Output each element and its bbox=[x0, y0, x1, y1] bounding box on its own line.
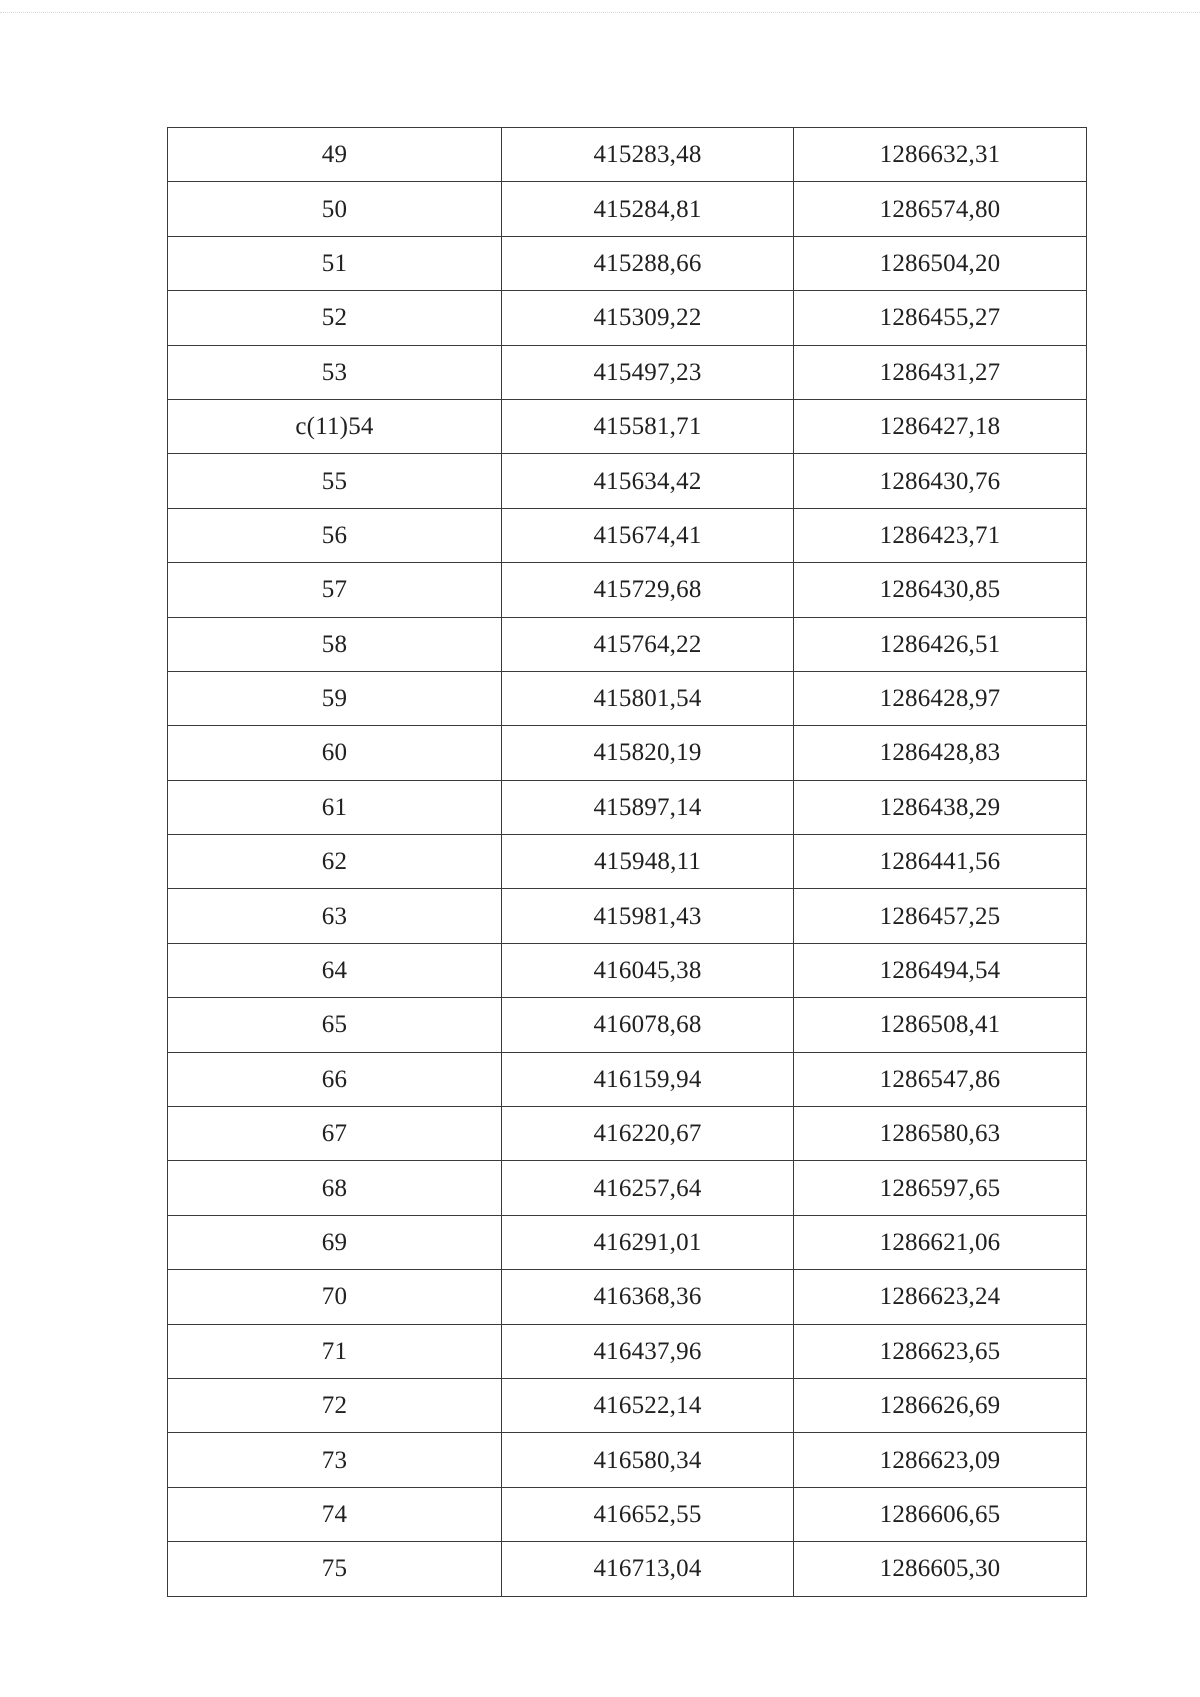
point-number-cell: 64 bbox=[168, 943, 502, 997]
table-row bbox=[168, 943, 1087, 997]
x-coordinate-cell: 415288,66 bbox=[502, 236, 794, 290]
y-coordinate-cell: 1286626,69 bbox=[794, 1378, 1087, 1432]
point-number-cell: 75 bbox=[168, 1542, 502, 1596]
table-row bbox=[168, 345, 1087, 399]
table-row bbox=[168, 1433, 1087, 1487]
table-row bbox=[168, 889, 1087, 943]
x-coordinate-cell: 416713,04 bbox=[502, 1542, 794, 1596]
x-coordinate-cell: 415764,22 bbox=[502, 617, 794, 671]
table-row bbox=[168, 236, 1087, 290]
table-row bbox=[168, 1215, 1087, 1269]
point-number-cell: 65 bbox=[168, 998, 502, 1052]
y-coordinate-cell: 1286504,20 bbox=[794, 236, 1087, 290]
x-coordinate-cell: 415284,81 bbox=[502, 182, 794, 236]
x-coordinate-cell: 415674,41 bbox=[502, 508, 794, 562]
point-number-cell: 49 bbox=[168, 128, 502, 182]
point-number-cell: 73 bbox=[168, 1433, 502, 1487]
y-coordinate-cell: 1286430,85 bbox=[794, 563, 1087, 617]
x-coordinate-cell: 416220,67 bbox=[502, 1107, 794, 1161]
y-coordinate-cell: 1286428,83 bbox=[794, 726, 1087, 780]
y-coordinate-cell: 1286623,65 bbox=[794, 1324, 1087, 1378]
x-coordinate-cell: 415729,68 bbox=[502, 563, 794, 617]
table-row bbox=[168, 182, 1087, 236]
y-coordinate-cell: 1286547,86 bbox=[794, 1052, 1087, 1106]
table-row bbox=[168, 1487, 1087, 1541]
y-coordinate-cell: 1286423,71 bbox=[794, 508, 1087, 562]
point-number-cell: 61 bbox=[168, 780, 502, 834]
point-number-cell: 57 bbox=[168, 563, 502, 617]
table-row bbox=[168, 1107, 1087, 1161]
table-row bbox=[168, 1324, 1087, 1378]
table-row bbox=[168, 1161, 1087, 1215]
table-row bbox=[168, 780, 1087, 834]
x-coordinate-cell: 415820,19 bbox=[502, 726, 794, 780]
x-coordinate-cell: 416078,68 bbox=[502, 998, 794, 1052]
x-coordinate-cell: 415981,43 bbox=[502, 889, 794, 943]
table-row bbox=[168, 1052, 1087, 1106]
table-row bbox=[168, 726, 1087, 780]
y-coordinate-cell: 1286597,65 bbox=[794, 1161, 1087, 1215]
y-coordinate-cell: 1286441,56 bbox=[794, 835, 1087, 889]
point-number-cell: 56 bbox=[168, 508, 502, 562]
x-coordinate-cell: 415497,23 bbox=[502, 345, 794, 399]
table-row bbox=[168, 128, 1087, 182]
x-coordinate-cell: 416159,94 bbox=[502, 1052, 794, 1106]
table-row bbox=[168, 508, 1087, 562]
y-coordinate-cell: 1286606,65 bbox=[794, 1487, 1087, 1541]
point-number-cell: 50 bbox=[168, 182, 502, 236]
x-coordinate-cell: 416257,64 bbox=[502, 1161, 794, 1215]
point-number-cell: 55 bbox=[168, 454, 502, 508]
y-coordinate-cell: 1286623,09 bbox=[794, 1433, 1087, 1487]
point-number-cell: 53 bbox=[168, 345, 502, 399]
table-row bbox=[168, 1542, 1087, 1596]
point-number-cell: 66 bbox=[168, 1052, 502, 1106]
x-coordinate-cell: 415801,54 bbox=[502, 671, 794, 725]
table-row bbox=[168, 563, 1087, 617]
y-coordinate-cell: 1286427,18 bbox=[794, 399, 1087, 453]
y-coordinate-cell: 1286428,97 bbox=[794, 671, 1087, 725]
y-coordinate-cell: 1286623,24 bbox=[794, 1270, 1087, 1324]
table-row bbox=[168, 671, 1087, 725]
x-coordinate-cell: 415581,71 bbox=[502, 399, 794, 453]
table-row bbox=[168, 291, 1087, 345]
y-coordinate-cell: 1286438,29 bbox=[794, 780, 1087, 834]
y-coordinate-cell: 1286430,76 bbox=[794, 454, 1087, 508]
point-number-cell: 68 bbox=[168, 1161, 502, 1215]
x-coordinate-cell: 415634,42 bbox=[502, 454, 794, 508]
table-row bbox=[168, 1270, 1087, 1324]
x-coordinate-cell: 415283,48 bbox=[502, 128, 794, 182]
point-number-cell: 70 bbox=[168, 1270, 502, 1324]
point-number-cell: 69 bbox=[168, 1215, 502, 1269]
point-number-cell: 58 bbox=[168, 617, 502, 671]
point-number-cell: 71 bbox=[168, 1324, 502, 1378]
x-coordinate-cell: 416045,38 bbox=[502, 943, 794, 997]
point-number-cell: 51 bbox=[168, 236, 502, 290]
x-coordinate-cell: 416368,36 bbox=[502, 1270, 794, 1324]
table-row bbox=[168, 399, 1087, 453]
y-coordinate-cell: 1286431,27 bbox=[794, 345, 1087, 399]
point-number-cell: 63 bbox=[168, 889, 502, 943]
point-number-cell: 60 bbox=[168, 726, 502, 780]
table-row bbox=[168, 835, 1087, 889]
x-coordinate-cell: 416522,14 bbox=[502, 1378, 794, 1432]
x-coordinate-cell: 415897,14 bbox=[502, 780, 794, 834]
point-number-cell: 52 bbox=[168, 291, 502, 345]
y-coordinate-cell: 1286621,06 bbox=[794, 1215, 1087, 1269]
point-number-cell: 62 bbox=[168, 835, 502, 889]
table-row bbox=[168, 1378, 1087, 1432]
y-coordinate-cell: 1286508,41 bbox=[794, 998, 1087, 1052]
point-number-cell: 67 bbox=[168, 1107, 502, 1161]
x-coordinate-cell: 415309,22 bbox=[502, 291, 794, 345]
y-coordinate-cell: 1286632,31 bbox=[794, 128, 1087, 182]
y-coordinate-cell: 1286494,54 bbox=[794, 943, 1087, 997]
table-row bbox=[168, 454, 1087, 508]
point-number-cell: 72 bbox=[168, 1378, 502, 1432]
point-number-cell: c(11)54 bbox=[168, 399, 502, 453]
coordinates-table-body bbox=[168, 128, 1087, 1597]
table-row bbox=[168, 998, 1087, 1052]
x-coordinate-cell: 416437,96 bbox=[502, 1324, 794, 1378]
x-coordinate-cell: 416291,01 bbox=[502, 1215, 794, 1269]
table-row bbox=[168, 617, 1087, 671]
point-number-cell: 59 bbox=[168, 671, 502, 725]
x-coordinate-cell: 416652,55 bbox=[502, 1487, 794, 1541]
x-coordinate-cell: 416580,34 bbox=[502, 1433, 794, 1487]
coordinates-table bbox=[167, 127, 1087, 1597]
y-coordinate-cell: 1286426,51 bbox=[794, 617, 1087, 671]
point-number-cell: 74 bbox=[168, 1487, 502, 1541]
y-coordinate-cell: 1286457,25 bbox=[794, 889, 1087, 943]
y-coordinate-cell: 1286455,27 bbox=[794, 291, 1087, 345]
y-coordinate-cell: 1286574,80 bbox=[794, 182, 1087, 236]
y-coordinate-cell: 1286605,30 bbox=[794, 1542, 1087, 1596]
x-coordinate-cell: 415948,11 bbox=[502, 835, 794, 889]
y-coordinate-cell: 1286580,63 bbox=[794, 1107, 1087, 1161]
